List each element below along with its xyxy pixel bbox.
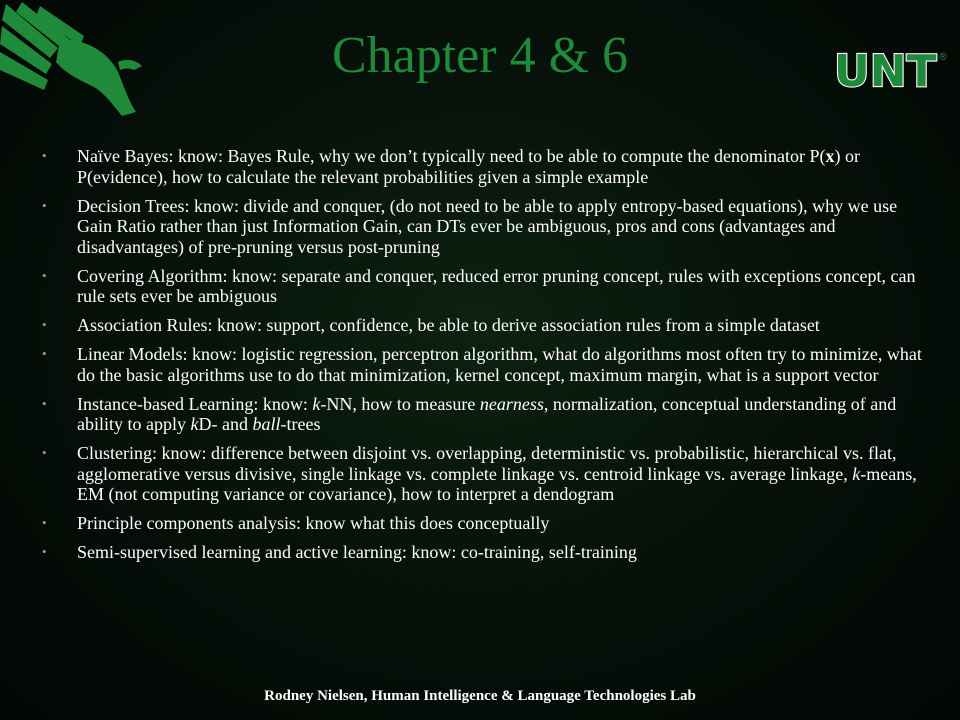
bullet-text-segment: k bbox=[190, 414, 199, 434]
bullet-list bbox=[42, 146, 922, 563]
bullet-dot: • bbox=[42, 395, 47, 411]
bullet-item bbox=[42, 443, 922, 505]
bullet-item bbox=[42, 196, 922, 258]
bullet-text-segment: Semi-supervised learning and active learning: know: co-training, self-training bbox=[77, 542, 637, 562]
slide-footer: Rodney Nielsen, Human Intelligence & Language Technologies Lab bbox=[264, 688, 696, 704]
bullet-item bbox=[42, 344, 922, 385]
bullet-dot: • bbox=[42, 544, 47, 559]
bullet-dot: • bbox=[42, 317, 47, 332]
bullet-text-segment: x bbox=[825, 146, 835, 166]
bullet-item bbox=[42, 394, 922, 435]
bullet-item bbox=[42, 513, 922, 534]
bullet-item bbox=[42, 146, 922, 187]
bullet-dot: • bbox=[42, 515, 47, 530]
bullet-dot: • bbox=[42, 267, 47, 283]
bullet-text-segment: nearness bbox=[479, 393, 544, 414]
bullet-text-segment: -means, EM (not computing variance or covariance), how to interpret a dendogram bbox=[77, 463, 917, 504]
bullet-dot: • bbox=[42, 148, 47, 163]
bullet-text-segment: -trees bbox=[280, 414, 321, 434]
bullet-text-segment: Instance-based Learning: know: bbox=[77, 393, 313, 414]
bullet-text-segment: Covering Algorithm: know: separate and conquer, reduced error pruning concept, rules with exceptions concept, can rule sets ever be ambiguous bbox=[77, 265, 916, 306]
bullet-text-segment: Decision Trees: know: divide and conquer, (do not need to be able to apply entropy-based equations), why we use Gain Ratio rather than just Information Gain, can DTs ever be ambiguous, pros and cons (advantages and disadvantages) of pre-pruning versus post-pruning bbox=[77, 195, 898, 257]
bullet-item bbox=[42, 266, 922, 307]
bullet-text-segment: ) or P(evidence), how to calculate the relevant probabilities given a simple example bbox=[77, 146, 860, 187]
bullet-item bbox=[42, 315, 922, 336]
bullet-dot: • bbox=[42, 445, 47, 460]
bullet-text-segment: -NN, how to measure bbox=[320, 393, 480, 414]
bullet-text-segment: D- and bbox=[198, 414, 253, 434]
bullet-dot: • bbox=[42, 197, 47, 213]
bullet-text-segment: k bbox=[852, 463, 861, 484]
bullet-text-segment: Naïve Bayes: know: Bayes Rule, why we don’t typically need to be able to compute the denominator P( bbox=[77, 146, 826, 166]
slide-title: Chapter 4 & 6 bbox=[331, 27, 629, 84]
bullet-item bbox=[42, 542, 922, 563]
bullet-text-segment: ball bbox=[252, 414, 281, 434]
bullet-text-segment: Principle components analysis: know what this does conceptually bbox=[77, 513, 550, 533]
unt-logo-text: UNT bbox=[834, 46, 937, 94]
bullet-text-segment: Clustering: know: difference between disjoint vs. overlapping, deterministic vs. probabilistic, hierarchical vs. flat, agglomerative versus divisive, single linkage vs. complete linkage vs. centroid linkage vs. average linkage, bbox=[77, 443, 897, 484]
bullet-text-segment: k bbox=[312, 393, 321, 414]
bullet-text-segment: , normalization, conceptual understanding of and ability to apply bbox=[77, 393, 897, 434]
registered-mark: ® bbox=[938, 52, 948, 63]
bullet-list-container bbox=[42, 146, 922, 571]
bullet-text-segment: Linear Models: know: logistic regression, perceptron algorithm, what do algorithms most often try to minimize, what do the basic algorithms use to do that minimization, kernel concept, maximum margin, what is a support vector bbox=[77, 344, 922, 385]
bullet-text-segment: Association Rules: know: support, confidence, be able to derive association rules from a simple dataset bbox=[77, 315, 820, 335]
bullet-dot: • bbox=[42, 346, 47, 361]
